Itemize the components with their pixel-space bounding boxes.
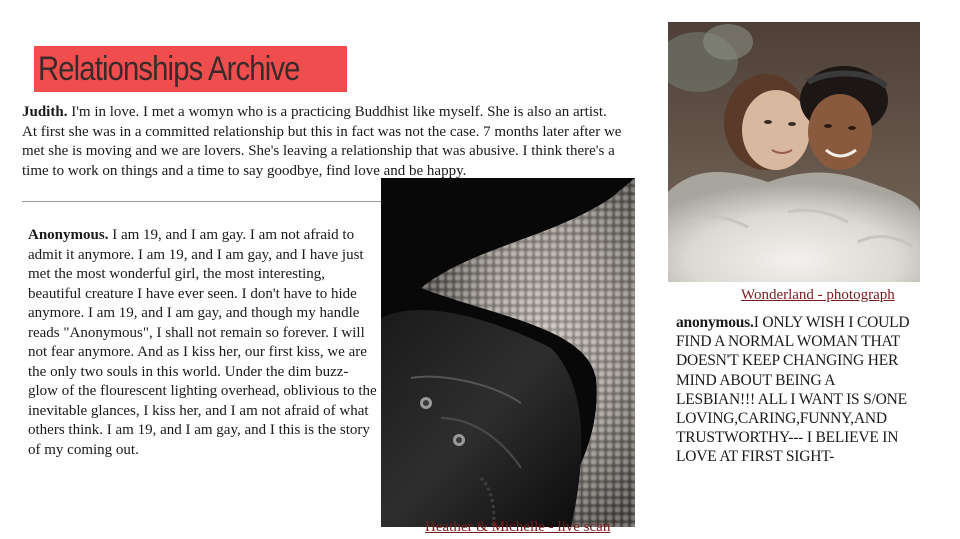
entry-author: anonymous. [676, 314, 754, 331]
entry-anonymous-1 [28, 226, 378, 460]
entry-judith [22, 103, 622, 181]
live-scan-artwork [381, 178, 635, 527]
wonderland-caption-link[interactable]: Wonderland - photograph [741, 287, 895, 303]
page-title: Relationships Archive [38, 50, 300, 88]
entry-author: Judith. [22, 104, 68, 120]
entry-text: I ONLY WISH I COULD FIND A NORMAL WOMAN THAT DOESN'T KEEP CHANGING HER MIND ABOUT BEING A LESBIAN!!! ALL I WANT IS S/ONE LOVING,CARING,FUNNY,AND TRUSTWORTHY--- I BELIEVE IN LOVE AT FIRST SIGHT- [676, 314, 910, 466]
wonderland-photo[interactable] [668, 22, 920, 282]
entry-author: Anonymous. [28, 227, 109, 243]
entry-text: I am 19, and I am gay. I am not afraid to admit it anymore. I am 19, and I am gay, and I have just met the most wonderful girl, the most interesting, beautiful creature I have ever seen. I don't have to hide anymore. I am 19, and I am gay, and though my handle reads "Anonymous", I shall not remain so forever. I will not fear anymore. And as I kiss her, our first kiss, we are the only two souls in this world. Under the dim buzz-glow of the flourescent lighting overhead, oblivious to the inevitable glances, I kiss her, and I am not afraid of what others think. I am 19, and I am gay, and I this is the story of my coming out. [28, 227, 377, 458]
wonderland-photo-artwork [668, 22, 920, 282]
entry-anonymous-2 [676, 313, 916, 467]
live-scan-image[interactable] [381, 178, 635, 527]
entry-text: I'm in love. I met a womyn who is a practicing Buddhist like myself. She is also an artist. At first she was in a committed relationship but this in fact was not the case. 7 months later after we met she is moving and we are lovers. She's leaving a relationship that was abusive. I think there's a time to work on things and a time to say goodbye, find love and be happy. [22, 104, 622, 179]
divider [22, 201, 382, 202]
page-title-banner [34, 46, 347, 92]
live-scan-caption-link[interactable]: Heather & Michelle - live scan [425, 519, 611, 535]
